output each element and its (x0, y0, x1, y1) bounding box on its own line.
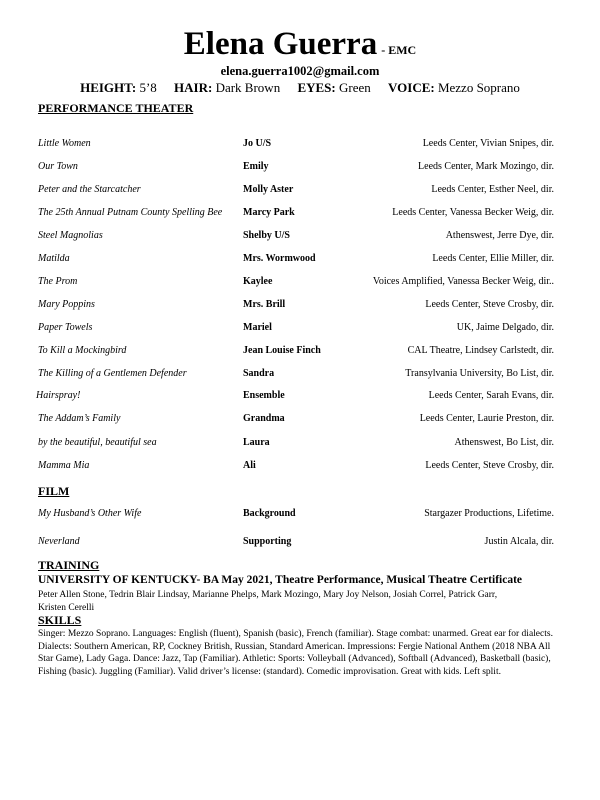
credit-role: Ali (243, 460, 256, 471)
credit-title: Matilda (38, 253, 70, 264)
training-degree: UNIVERSITY OF KENTUCKY- BA May 2021, Theatre Performance, Musical Theatre Certificate (38, 574, 523, 586)
credit-row (0, 138, 600, 154)
credit-title: The 25th Annual Putnam County Spelling Bee (38, 207, 223, 218)
credit-venue: Leeds Center, Esther Neel, dir. (431, 184, 554, 195)
eyes-label: EYES: (297, 80, 336, 95)
credit-title: Mamma Mia (38, 460, 90, 471)
credit-title: The Killing of a Gentlemen Defender (38, 368, 187, 379)
skills-heading: SKILLS (38, 613, 82, 627)
theater-heading: PERFORMANCE THEATER (38, 101, 194, 115)
credit-row (0, 161, 600, 177)
credit-venue: Athenswest, Jerre Dye, dir. (445, 230, 554, 241)
training-teachers: Peter Allen Stone, Tedrin Blair Lindsay, Marianne Phelps, Mark Mozingo, Mary Joy Nelson, Josiah Correl, Patrick Garr, Kristen Cerelli (38, 590, 498, 613)
credit-title: Neverland (38, 536, 80, 547)
training-heading: TRAINING (38, 558, 100, 572)
actor-name: Elena Guerra (183, 26, 378, 62)
skills-text: Singer: Mezzo Soprano. Languages: English (fluent), Spanish (basic), French (familiar). Stage combat: unarmed. Great ear for dialects. Dialects: Southern American, RP, Cockney British, Russian, Standard American. Impressions: Fergie National Anthem (2018 NBA All Star Game), Lady Gaga. Dance: Jazz, Tap (Familiar). Athletic: Sports: Volleyball (Advanced), Softball (Advanced), Basketball (basic), Fishing (basic). Juggling (Familiar). Valid driver’s license: (standard). Comedic improvisation. Great with kids. Left split. (38, 629, 553, 677)
credit-role: Sandra (243, 368, 275, 379)
eyes-value: Green (339, 80, 371, 95)
credit-row (0, 184, 600, 200)
credit-row (0, 230, 600, 246)
credit-row (0, 437, 600, 453)
credit-role: Jean Louise Finch (243, 345, 321, 356)
voice-label: VOICE: (388, 80, 435, 95)
credit-venue: Leeds Center, Vivian Snipes, dir. (422, 138, 554, 149)
credit-title: Mary Poppins (38, 299, 95, 310)
hair-value: Dark Brown (215, 80, 281, 95)
credit-title: My Husband’s Other Wife (38, 508, 142, 519)
credit-role: Kaylee (243, 276, 273, 287)
credit-venue: Stargazer Productions, Lifetime. (424, 508, 554, 519)
credit-row (0, 368, 600, 384)
credit-venue: Leeds Center, Sarah Evans, dir. (428, 390, 554, 401)
credit-venue: Voices Amplified, Vanessa Becker Weig, dir.. (372, 276, 554, 287)
credit-venue: Transylvania University, Bo List, dir. (405, 368, 554, 379)
credit-row (0, 508, 600, 524)
email-address[interactable]: elena.guerra1002@gmail.com (220, 64, 380, 78)
credit-row (0, 207, 600, 223)
credit-role: Background (243, 508, 296, 519)
credit-role: Jo U/S (243, 138, 272, 149)
credit-row (0, 460, 600, 476)
credit-role: Shelby U/S (243, 230, 290, 241)
credit-row (0, 276, 600, 292)
credit-row (0, 390, 600, 406)
credit-role: Supporting (243, 536, 292, 547)
credit-row (0, 345, 600, 361)
credit-row (0, 253, 600, 269)
union-affiliation: - EMC (381, 43, 417, 57)
credit-role: Mariel (243, 322, 272, 333)
credit-title: Little Women (38, 138, 91, 149)
film-heading: FILM (38, 484, 70, 498)
credit-role: Molly Aster (243, 184, 294, 195)
credit-role: Laura (243, 437, 270, 448)
credit-title: Steel Magnolias (38, 230, 103, 241)
voice-value: Mezzo Soprano (437, 80, 520, 95)
credit-venue: Leeds Center, Steve Crosby, dir. (425, 460, 554, 471)
height-label: HEIGHT: (80, 80, 137, 95)
credit-title: Hairspray! (36, 390, 81, 401)
credit-venue: UK, Jaime Delgado, dir. (456, 322, 554, 333)
credit-row (0, 536, 600, 552)
credit-venue: Leeds Center, Vanessa Becker Weig, dir. (392, 207, 554, 218)
credit-title: by the beautiful, beautiful sea (38, 437, 157, 448)
physical-stats (0, 80, 600, 96)
credit-venue: Leeds Center, Laurie Preston, dir. (419, 413, 554, 424)
credit-role: Emily (243, 161, 269, 172)
credit-role: Mrs. Wormwood (243, 253, 316, 264)
credit-title: The Addam’s Family (38, 413, 121, 424)
credit-title: To Kill a Mockingbird (38, 345, 127, 356)
credit-title: Peter and the Starcatcher (38, 184, 141, 195)
credit-venue: Leeds Center, Mark Mozingo, dir. (418, 161, 554, 172)
credit-venue: Athenswest, Bo List, dir. (454, 437, 554, 448)
height-value: 5’8 (139, 80, 157, 95)
credit-row (0, 413, 600, 429)
credit-venue: Justin Alcala, dir. (484, 536, 554, 547)
credit-role: Marcy Park (243, 207, 295, 218)
credit-venue: CAL Theatre, Lindsey Carlstedt, dir. (407, 345, 554, 356)
credit-title: Paper Towels (38, 322, 93, 333)
credit-title: Our Town (38, 161, 78, 172)
hair-label: HAIR: (174, 80, 213, 95)
credit-venue: Leeds Center, Ellie Miller, dir. (432, 253, 554, 264)
credit-role: Grandma (243, 413, 285, 424)
credit-row (0, 322, 600, 338)
credit-role: Mrs. Brill (243, 299, 286, 310)
credit-row (0, 299, 600, 315)
credit-venue: Leeds Center, Steve Crosby, dir. (425, 299, 554, 310)
credit-title: The Prom (38, 276, 78, 287)
credit-role: Ensemble (243, 390, 285, 401)
